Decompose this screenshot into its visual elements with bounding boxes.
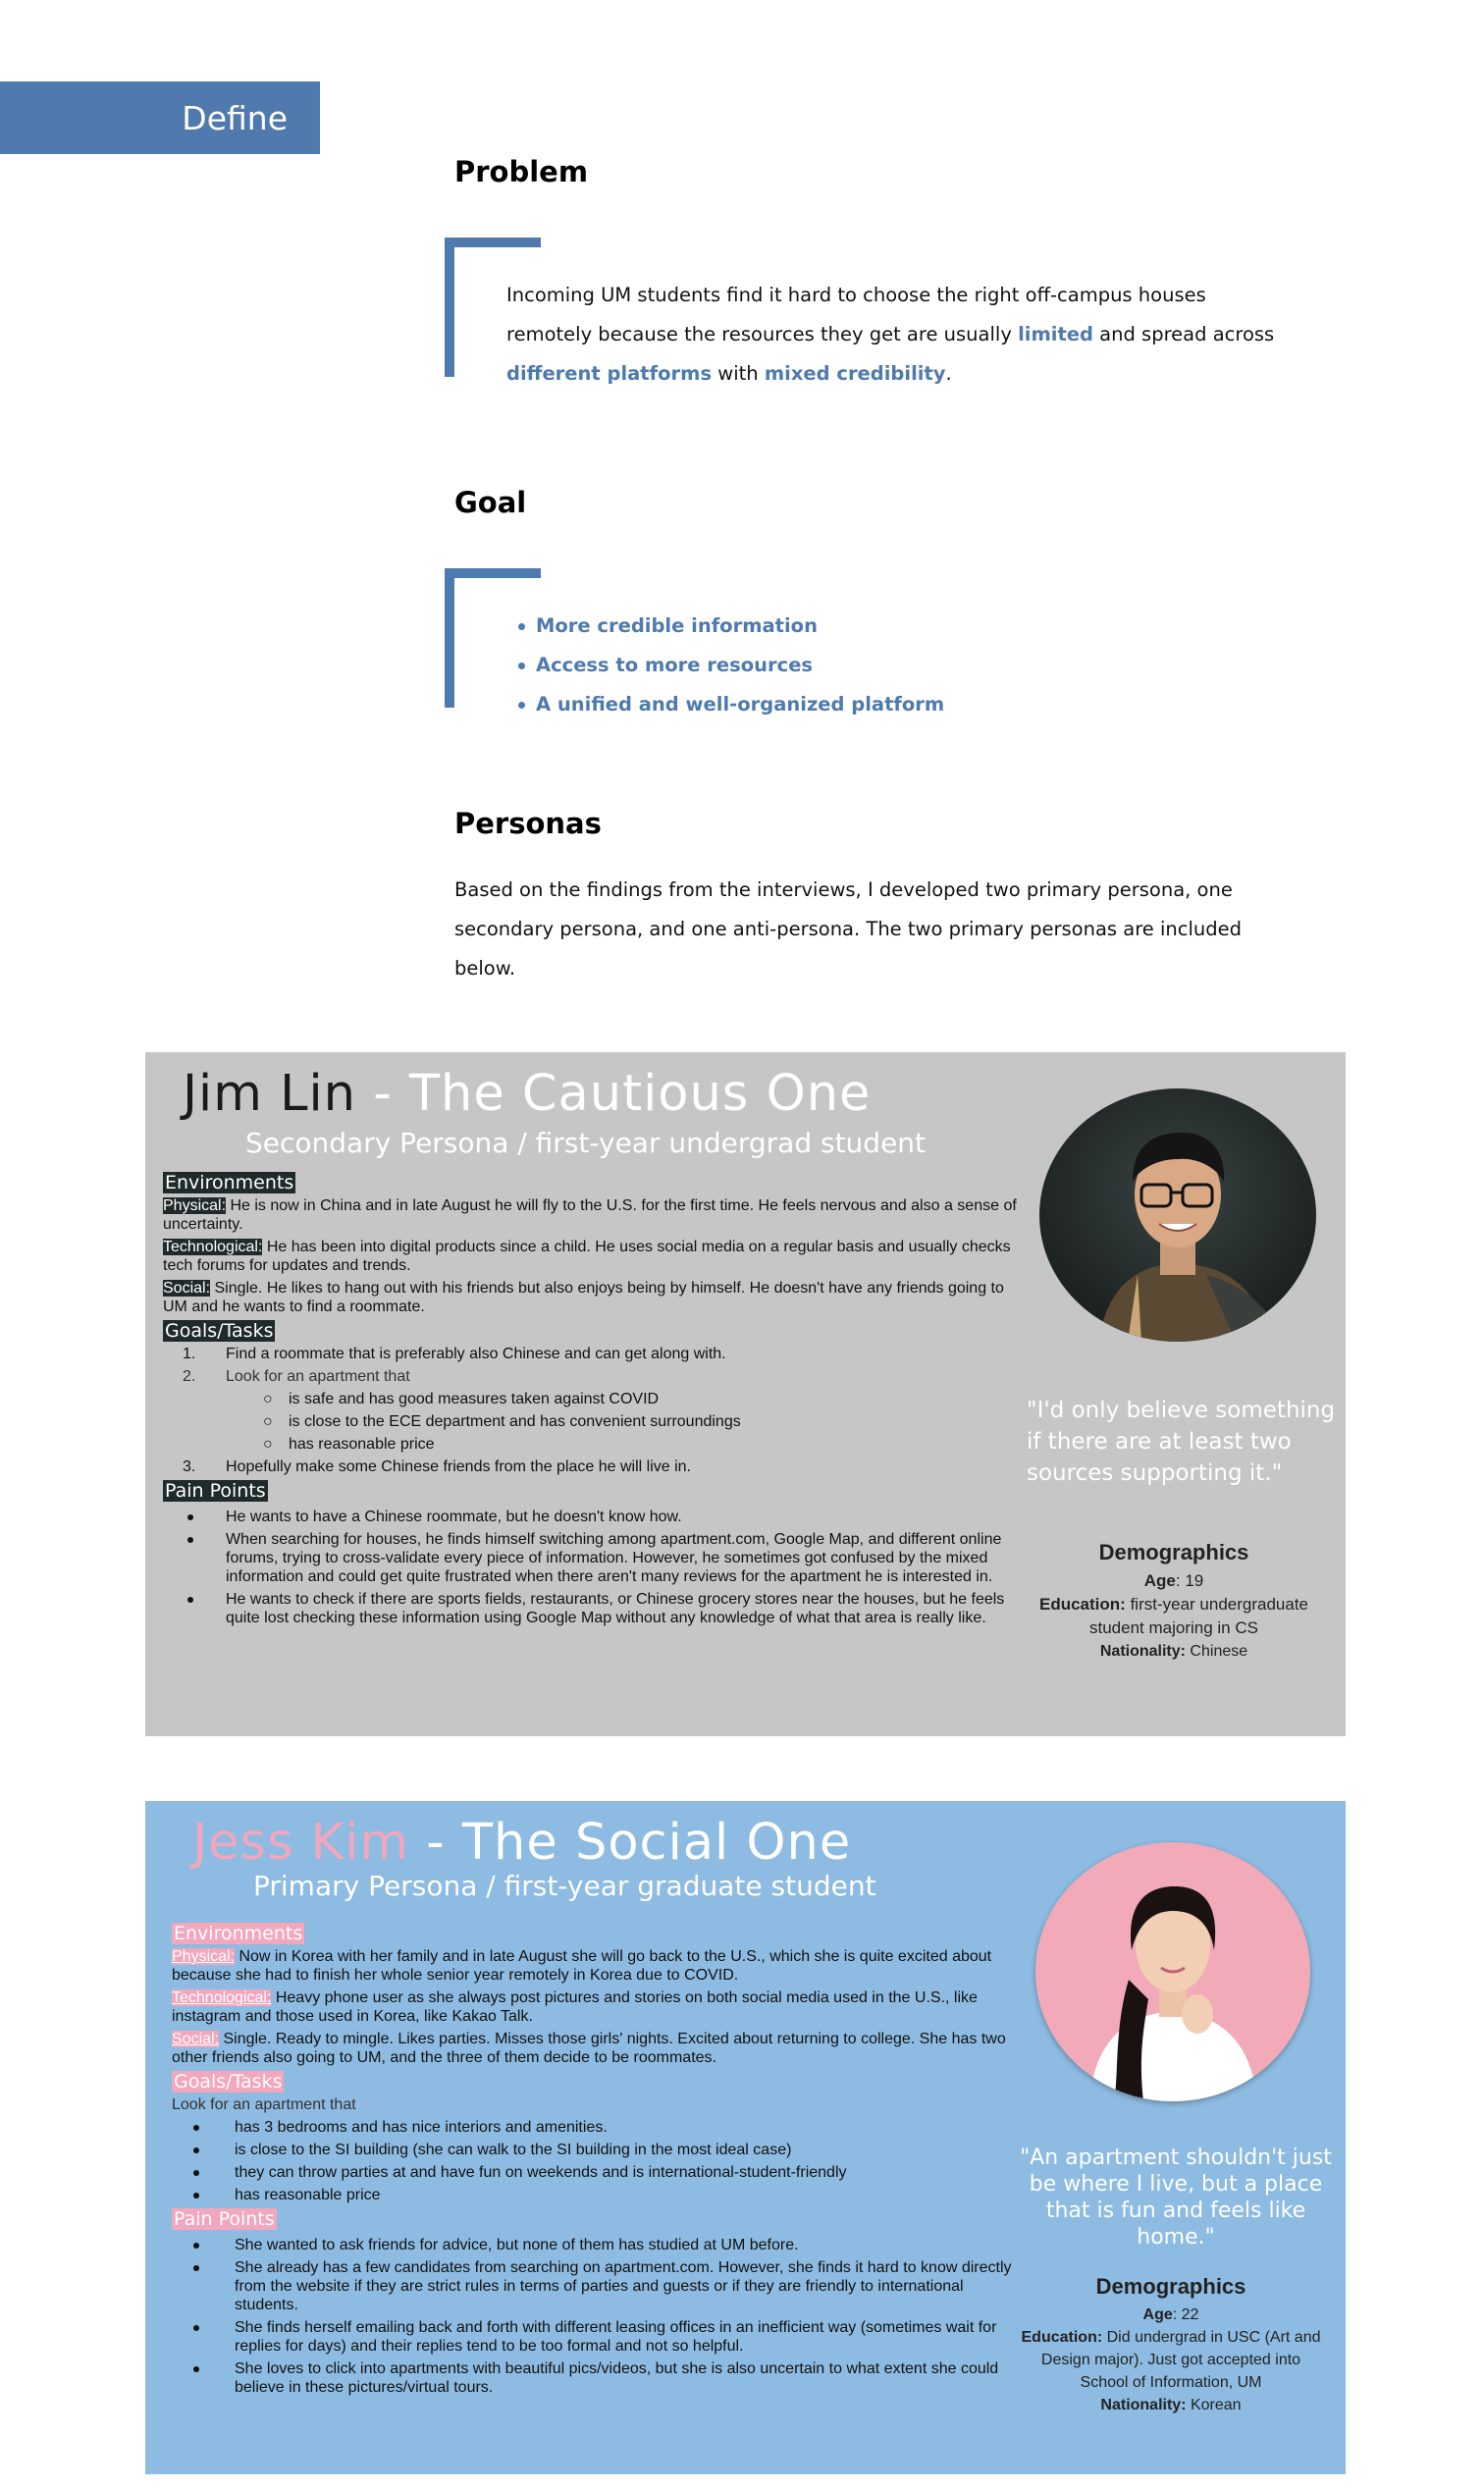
list-marker: 2. bbox=[183, 1368, 196, 1385]
age-label: Age bbox=[1143, 1571, 1176, 1590]
age-value: : 19 bbox=[1175, 1571, 1204, 1590]
goal-task-text: Find a roommate that is preferably also Chinese and can get along with. bbox=[226, 1346, 726, 1362]
persona-details bbox=[172, 1923, 1026, 2401]
nationality-value: Chinese bbox=[1185, 1643, 1248, 1660]
problem-highlight-platforms: different platforms bbox=[506, 362, 713, 385]
pain-point-text: He wants to check if there are sports fields, restaurants, or Chinese grocery stores near the houses, but he feels quite lost checking these information using Google Map without any knowledge of what that area is really like. bbox=[226, 1591, 1005, 1626]
pain-point-text: He wants to have a Chinese roommate, but he doesn't know how. bbox=[226, 1509, 682, 1525]
demographics bbox=[1019, 2274, 1323, 2416]
persona-subtitle: Secondary Persona / first-year undergrad student bbox=[245, 1127, 927, 1159]
goal-item: More credible information bbox=[518, 607, 944, 646]
section-tab-define: Define bbox=[0, 81, 320, 154]
demographics bbox=[1017, 1540, 1331, 1664]
demographics-age bbox=[1019, 2304, 1323, 2326]
bullet-dot bbox=[187, 1597, 193, 1603]
demographics-education bbox=[1017, 1593, 1331, 1640]
pain-point-item bbox=[163, 1508, 1027, 1526]
persona-quote: "An apartment shouldn't just be where I live, but a place that is fun and feels like home." bbox=[1020, 2146, 1332, 2250]
persona-name: Jim Lin bbox=[183, 1065, 357, 1123]
environments-label: Environments bbox=[174, 1923, 303, 1944]
goal-subtask-text: is close to the ECE department and has convenient surroundings bbox=[289, 1413, 741, 1430]
physical-text: He is now in China and in late August he will fly to the U.S. for the first time. He feels nervous and also a sense of uncertainty. bbox=[163, 1197, 1017, 1233]
problem-text-part: and spread across bbox=[1092, 323, 1275, 345]
pain-points-label: Pain Points bbox=[165, 1480, 266, 1502]
pain-point-text: She wanted to ask friends for advice, but none of them has studied at UM before. bbox=[235, 2237, 799, 2253]
social-label: Social: bbox=[163, 1280, 211, 1297]
persona-title bbox=[192, 1814, 851, 1872]
social-text: Single. He likes to hang out with his friends but also enjoys being by himself. He doesn't have any friends going to UM and he wants to find a roommate. bbox=[163, 1280, 1004, 1315]
goals-intro: Look for an apartment that bbox=[172, 2096, 356, 2113]
goal-subtask-item bbox=[163, 1390, 1027, 1408]
persona-tagline: - The Social One bbox=[409, 1814, 852, 1872]
persona-name: Jess Kim bbox=[192, 1814, 410, 1872]
pain-point-item bbox=[172, 2318, 1026, 2356]
list-marker: 1. bbox=[183, 1346, 196, 1362]
goal-task-item bbox=[163, 1345, 1027, 1363]
goal-task-text: is close to the SI building (she can walk to the SI building in the most ideal case) bbox=[235, 2142, 792, 2158]
goal-item: Access to more resources bbox=[518, 646, 944, 685]
persona-quote: "I'd only believe something if there are at least two sources supporting it." bbox=[1027, 1398, 1336, 1486]
avatar-illustration bbox=[1039, 1088, 1316, 1342]
bullet-dot bbox=[193, 2366, 199, 2372]
goal-task-item bbox=[172, 2118, 1026, 2137]
bullet-dot bbox=[193, 2243, 199, 2249]
bullet-dot bbox=[193, 2193, 199, 2199]
bullet-dot bbox=[193, 2325, 199, 2331]
problem-heading: Problem bbox=[454, 155, 589, 188]
pain-point-text: She finds herself emailing back and forth with different leasing offices in an inefficient way (sometimes wait for replies for days) and their replies tend to be too formal and not so helpful. bbox=[235, 2319, 997, 2355]
age-label: Age bbox=[1142, 2306, 1173, 2323]
persona-tagline: - The Cautious One bbox=[356, 1065, 872, 1123]
goal-task-text: has 3 bedrooms and has nice interiors and amenities. bbox=[235, 2119, 608, 2136]
problem-text-part: . bbox=[945, 362, 952, 385]
environments-label: Environments bbox=[165, 1172, 294, 1193]
pain-point-item bbox=[163, 1530, 1027, 1586]
pain-point-text: She already has a few candidates from searching on apartment.com. However, she finds it hard to know directly from the website if they are strict rules in terms of parties and guests or if they are friendly to international students. bbox=[235, 2259, 1012, 2313]
pain-point-item bbox=[172, 2236, 1026, 2254]
persona-details bbox=[163, 1172, 1027, 1631]
bullet-dot bbox=[187, 1537, 193, 1543]
demographics-nationality bbox=[1017, 1640, 1331, 1664]
pain-point-text: She loves to click into apartments with beautiful pics/videos, but she is also uncertain to what extent she could believe in these pictures/virtual tours. bbox=[235, 2360, 999, 2396]
avatar-illustration bbox=[1035, 1842, 1310, 2101]
goal-subtask-item bbox=[163, 1412, 1027, 1431]
goal-task-text: they can throw parties at and have fun on weekends and is international-student-friendly bbox=[235, 2164, 847, 2181]
technological-text: He has been into digital products since a child. He uses social media on a regular basis and usually checks tech forums for updates and trends. bbox=[163, 1239, 1011, 1274]
nationality-value: Korean bbox=[1186, 2397, 1242, 2413]
bullet-dot bbox=[193, 2147, 199, 2153]
goal-heading: Goal bbox=[454, 486, 527, 519]
technological-label: Technological: bbox=[172, 1989, 272, 2006]
education-label: Education: bbox=[1021, 2329, 1103, 2346]
problem-text-part: with bbox=[712, 362, 765, 385]
goal-list bbox=[518, 607, 944, 724]
physical-label: Physical: bbox=[163, 1197, 227, 1214]
problem-text bbox=[506, 276, 1292, 394]
goal-task-item bbox=[172, 2163, 1026, 2182]
persona-avatar bbox=[1039, 1088, 1316, 1342]
list-marker: 3. bbox=[183, 1458, 196, 1475]
goals-label: Goals/Tasks bbox=[174, 2071, 283, 2093]
goal-subtask-item bbox=[163, 1435, 1027, 1454]
goal-task-text: has reasonable price bbox=[235, 2187, 381, 2203]
persona-title bbox=[183, 1065, 871, 1123]
demographics-age bbox=[1017, 1569, 1331, 1593]
persona-subtitle: Primary Persona / first-year graduate student bbox=[253, 1870, 876, 1902]
problem-highlight-limited: limited bbox=[1018, 323, 1093, 345]
goal-task-item bbox=[163, 1367, 1027, 1386]
bullet-dot bbox=[193, 2125, 199, 2131]
bullet-dot bbox=[193, 2265, 199, 2271]
nationality-label: Nationality: bbox=[1099, 1643, 1186, 1660]
goal-task-item bbox=[172, 2186, 1026, 2204]
demographics-heading: Demographics bbox=[1095, 2274, 1246, 2299]
education-value: first-year undergraduate student majoring in CS bbox=[1089, 1595, 1308, 1637]
bullet-dot bbox=[187, 1514, 193, 1520]
education-value: Did undergrad in USC (Art and Design major). Just got accepted into School of Information, UM bbox=[1040, 2329, 1321, 2391]
problem-highlight-credibility: mixed credibility bbox=[764, 362, 946, 385]
demographics-heading: Demographics bbox=[1098, 1540, 1249, 1564]
list-marker: ○ bbox=[263, 1436, 273, 1453]
goal-task-item bbox=[172, 2141, 1026, 2159]
goal-task-text: Hopefully make some Chinese friends from the place he will live in. bbox=[226, 1458, 691, 1475]
physical-label: Physical: bbox=[172, 1948, 236, 1965]
pain-points-label: Pain Points bbox=[174, 2208, 275, 2230]
physical-text: Now in Korea with her family and in late August she will go back to the U.S., which she is quite excited about because she had to finish her whole senior year remotely in Korea due to COVID. bbox=[172, 1948, 992, 1984]
persona-avatar bbox=[1035, 1842, 1310, 2101]
social-text: Single. Ready to mingle. Likes parties. Misses those girls' nights. Excited about returning to college. She has two other friends also going to UM, and the three of them decide to be roommates. bbox=[172, 2031, 1006, 2066]
goal-subtask-text: has reasonable price bbox=[289, 1436, 435, 1453]
goal-task-text: Look for an apartment that bbox=[226, 1368, 410, 1385]
goals-label: Goals/Tasks bbox=[165, 1320, 274, 1342]
personas-intro: Based on the findings from the interviews, I developed two primary persona, one secondary persona, and one anti-persona. The two primary personas are included below. bbox=[454, 878, 1243, 980]
list-marker: ○ bbox=[263, 1391, 273, 1407]
personas-heading: Personas bbox=[454, 807, 602, 840]
technological-text: Heavy phone user as she always post pictures and stories on both social media used in the U.S., like instagram and those used in Korea, like Kakao Talk. bbox=[172, 1989, 978, 2025]
problem-text-part: Incoming UM students find it hard to choose the right off-campus houses remotely because the resources they get are usually bbox=[506, 284, 1206, 345]
pain-point-item bbox=[172, 2258, 1026, 2314]
pain-point-text: When searching for houses, he finds himself switching among apartment.com, Google Map, and different online forums, trying to cross-validate every piece of information. However, he sometimes got confused by the mixed information and could get quite frustrated when there aren't many reviews for the apartment he is interested in. bbox=[226, 1531, 1002, 1585]
education-label: Education: bbox=[1039, 1595, 1126, 1614]
demographics-education bbox=[1019, 2326, 1323, 2394]
goal-subtask-text: is safe and has good measures taken against COVID bbox=[289, 1391, 660, 1407]
pain-point-item bbox=[172, 2359, 1026, 2397]
persona-card-jess bbox=[145, 1801, 1346, 2474]
demographics-nationality bbox=[1019, 2394, 1323, 2416]
technological-label: Technological: bbox=[163, 1239, 263, 1255]
goal-item: A unified and well-organized platform bbox=[518, 685, 944, 724]
nationality-label: Nationality: bbox=[1100, 2397, 1187, 2413]
persona-card-jim bbox=[145, 1052, 1346, 1736]
age-value: : 22 bbox=[1172, 2306, 1199, 2323]
bullet-dot bbox=[193, 2170, 199, 2176]
list-marker: ○ bbox=[263, 1413, 273, 1430]
pain-point-item bbox=[163, 1590, 1027, 1627]
social-label: Social: bbox=[172, 2031, 220, 2047]
goal-task-item bbox=[163, 1457, 1027, 1476]
